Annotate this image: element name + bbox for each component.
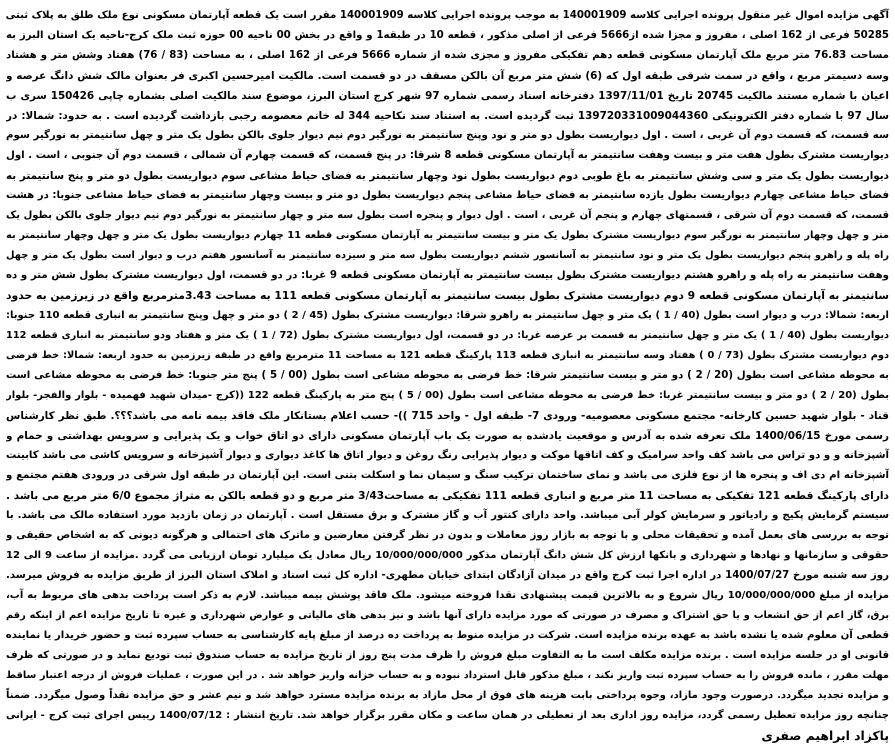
notice-line-32: قطعی آن معلوم شده یا نشده باشد به عهده برنده مزایده است. شرکت در مزایده منوط به پرداخت ده درصد از مبلغ پایه کارشناسی به حساب سپرده ثبت و حضور خریدار یا نماینده [6,630,889,641]
notice-line-11: قسمت، که قسمت دوم آن شرقی ، قسمتهای چهارم و پنجم آن غربی ، است . اول دیوار و پنجره است بطول سه متر و چهار سانتیمتر به نورگیر دوم نیم دیوار جلوی بالکن بطول یک [6,210,889,221]
notice-line-4: وسه دسیمتر مربع ، واقع در سمت شرقی طبقه اول که (6) شش متر مربع آن بالکن مسقف در دو قسمت است. مالکیت امیرحسین اکبری فر بعنوان مالک شش دانگ عرصه و [6,70,889,82]
notice-line-26: سیستم گرمایش پکیج و رادیاتور و سرمایش کولر آبی میباشد. واحد دارای کنتور آب و گاز مشترک و برق مستقل است . آپارتمان در زمان بازدید مورد استفاده مالک می باشد. با [6,510,889,521]
notice-line-9: دیواریست بطول یک متر و سی وشش سانتیمتر به باغ طوبی دوم دیواریست بطول نود وچهار سانتیمتر به فضای حیاط مشاعی سوم دیواریست بطول دو متر و پنج سانتیمتر به [6,170,889,182]
notice-line-5: اعیان با شماره مستند مالکیت 20745 تاریخ 1397/11/01 دفترخانه اسناد رسمی شماره 97 شهر کرج استان البرز، موضوع سند مالکیت اصلی بشماره چاپی 150426 سری ب [6,90,889,102]
notice-line-20: بطول (20 / 2 ) دو متر و بیست سانتیمتر غربا: خط فرضی به محوطه مشاعی است بطول (00 / 5 ) پنج متر به پارکینگ قطعه 122 ((کرج -میدان شهید فهمیده - بلوار والفجر- بلوار [6,390,889,401]
notice-line-3: مساحت 76.83 متر مربع ملک آپارتمان مسکونی قطعه دهم تفکیکی مفروز و مجزی شده از شماره 5666 فرعی از 162 اصلی ، به مساحت (83 / 76) هفتاد وشش متر و هشتاد [6,50,889,61]
notice-line-25: دارای پارکینگ قطعه 121 تفکیکی به مساحت 11 متر مربع و انباری قطعه 111 تفکیکی به مساحت3/43 متر مربع و دو قطعه بالکن به متراژ مجموع 6/0 متر مربع می باشد . [6,490,889,502]
notice-line-21: قناد - بلوار شهید حسین کارخانه- مجتمع مسکونی معصومیه- ورودی 7- طبقه اول - واحد 715 ))- حسب اعلام بستانکار ملک فاقد بیمه نامه می باشد؟؟؟. طبق نظر کارشناس [6,410,889,422]
notice-line-8: دیواریست مشترک بطول هفت متر و بیست وهفت سانتیمتر به آپارتمان مسکونی قطعه 8 شرقا: در پنج قسمت، که قسمت چهارم آن شمالی ، قسمت دوم آن جنوبی ، است . اول [6,150,889,161]
notice-line-23: آشپزخانه و و دو تراس می باشد کف واحد سرامیک و کف اتاقها موکت و دیوار پذیرایی رنگ روغن و دیوار اتاق ها کاغذ دیواری و دیوار آشپزخانه و سرویس کاشی می باشد کابینت [6,450,889,461]
notice-line-24: آشپزخانه ام دی اف و پنجره ها از نوع فلزی می باشد و نمای ساختمان ترکیب سنگ و سیمان نما و اسکلت بتنی است. این آپارتمان در طبقه اول شرقی در ورودی هفتم مجتمع و [6,470,889,481]
notice-line-7: سه قسمت، که قسمت دوم آن غربی ، است . اول دیواریست بطول دو متر و نود وپنج سانتیمتر به نورگیر دوم نیم دیوار جلوی بالکن بطول یک متر و چهل سانتیمتر به نورگیر سوم [6,130,889,141]
notice-line-16: اربعه: شمالا: درب و دیوار است بطول (40 / 1 ) یک متر و چهل سانتیمتر به راهرو شرقا: دیواریست مشترک بطول (45 / 2 ) دو متر و چهل وپنج سانتیمتر به انباری قطعه 110 جنوبا: [6,310,889,321]
notice-line-17: دیواریست بطول (40 / 1 ) یک متر و چهل سانتیمتر به قسمت بر عرصه غربا: در دو قسمت، اول دیواریست مشترک بطول (72 / 1 ) یک متر و هفتاد ودو سانتیمتر به انباری قطعه 112 [6,330,889,341]
notice-line-19: به محوطه مشاعی است بطول (20 / 2 ) دو متر و بیست سانتیمتر شرقا: خط فرضی به محوطه مشاعی است بطول (00 / 5 ) پنج متر جنوبا: خط فرضی به محوطه مشاعی است [6,370,889,381]
notice-line-37: پاکزاد ابراهیم صفری [761,728,889,743]
notice-line-13: راه پله و راهرو پنجم دیواریست بطول یک متر و نود سانتیمتر به آسانسور ششم دیواریست بطول سه متر و سیزده سانتیمتر به آسانسور هفتم درب و دیوار است بطول یک متر و چهل [6,250,889,261]
notice-line-18: دوم دیواریست مشترک بطول (73 / 0 ) هفتاد وسه سانتیمتر به انباری قطعه 113 پارکینگ قطعه 121 به مساحت 11 مترمربع واقع در طبقه زیرزمین به حدود اربعه: شمالا: خط فرضی [6,350,889,361]
notice-line-10: فضای حیاط مشاعی چهارم دیواریست بطول یازده سانتیمتر به فضای حیاط مشاعی پنجم دیواریست بطول دو متر و بیست وچهار سانتیمتر به فضای حیاط مشاعی جنوبا: در هشت [6,190,889,201]
notice-line-29: روز سه شنبه مورخ 1400/07/27 در اداره اجرا ثبت کرج واقع در میدان آزادگان ابتدای خیابان مطهری- اداره کل ثبت اسناد و املاک استان البرز از طریق مزایده به فروش میرسد. [6,570,889,581]
notice-line-28: حقوقی و سازمانها و نهادها و شهرداری و بانکها ارزش کل شش دانگ آپارتمان مذکور 10/000/000/000 ریال معادل یک میلیارد تومان ارزیابی می گردد .مزایده از ساعت 9 الی 12 [6,550,889,561]
notice-line-2: 50285 فرعی از 162 اصلی ، مفروز و مجزا شده از5666 فرعی از اصلی مذکور ، قطعه 10 در طبقه1 و واقع در بخش 00 ناحیه 00 حوزه ثبت ملک کرج-ناحیه یک استان البرز به [6,30,889,41]
notice-line-34: مهلت مقرر ، مانده فروش را به حساب سپرده ثبت واریز نکند ، مبلغ مذکور قابل استرداد نبوده و به حساب خزانه واریز خواهد شد . در این صورت ، عملیات فروش از درجه اعتبار ساقط [6,670,889,681]
notice-line-35: و مزایده تجدید میگردد. درصورت وجود مازاد، وجوه پرداختی بابت هزینه های فوق از محل مازاد به برنده مزایده مسترد خواهد شد و نیم عشر و حق مزایده نقداً وصول میگردد. ضمناً [6,690,889,701]
notice-line-15: سانتیمتر به آپارتمان مسکونی قطعه 9 دوم دیواریست مشترک بطول بیست سانتیمتر به آپارتمان مسکونی قطعه 111 به مساحت 3.43مترمربع واقع در زیرزمین به حدود [6,289,889,302]
auction-notice [6,6,889,746]
notice-line-36: چنانچه روز مزایده تعطیل رسمی گردد، مزایده روز اداری بعد از تعطیلی در همان ساعت و مکان مقرر برگزار خواهد شد. تاریخ انتشار : 1400/07/12 رییس اجرای ثبت کرج - ایرانی [6,710,889,721]
notice-line-30: مزایده از مبلغ 10/000/000/000 ریال شروع و به بالاترین قیمت پیشنهادی نقدا فروخته میشود. ملک فاقد پوشش بیمه میباشد. لازم به ذکر است پرداخت بدهی های مربوط به آب، [6,590,889,601]
notice-line-22: رسمی مورخ 1400/06/15 ملک تعرفه شده به آدرس و موقعیت یادشده به صورت یک باب آپارتمان مسکونی دارای دو اتاق خواب و یک پذیرایی و سرویس بهداشتی و حمام و [6,430,889,442]
notice-line-31: برق، گاز اعم از حق انشعاب و یا حق اشتراک و مصرف در صورتی که مورد مزایده دارای آنها باشد و نیز بدهی های مالیاتی و عوارض شهرداری و غیره تا تاریخ مزایده اعم از اینکه رقم [6,610,889,621]
notice-line-14: وهفت سانتیمتر به راه پله و راهرو هشتم دیواریست مشترک بطول بیست سانتیمتر به آپارتمان مسکونی قطعه 9 غربا: در دو قسمت، اول دیواریست مشترک بطول شش متر و ده [6,270,889,281]
notice-line-27: توجه به بررسی های بعمل آمده و تحقیقات محلی و با توجه به بازار روز معاملات و بدون در نظر گرفتن معارضین و ماترک های احتمالی و هرگونه دیونی که به اشخاص حقیقی و [6,530,889,541]
notice-line-1: آگهی مزایده اموال غیر منقول پرونده اجرایی کلاسه 140001909 به موجب پرونده اجرایی کلاسه 140001909 مقرر است یک قطعه آپارتمان مسکونی نوع ملک طلق به پلاک ثبتی [6,10,889,21]
notice-line-33: قانونی او در جلسه مزایده است . برنده مزایده مکلف است ما به التفاوت مبلغ فروش را ظرف مدت پنج روز از تاریخ مزایده به حساب صندوق ثبت تودیع نماید و در صورتی که ظرف [6,650,889,661]
notice-line-12: متر و چهل وچهار سانتیمتر به نورگیر سوم دیواریست مشترک بطول یک متر و بیست سانتیمتر به آپارتمان مسکونی قطعه 11 چهارم دیواریست بطول یک متر و چهل وچهار سانتیمتر به [6,230,889,241]
notice-line-6: سال 97 با شماره دفتر الکترونیکی 139720331009044360 ثبت گردیده است. به استناد سند نکاحیه 344 له خانم معصومه رجبی بازداشت گردیده است . به حدود: شمالا: در [6,110,889,122]
